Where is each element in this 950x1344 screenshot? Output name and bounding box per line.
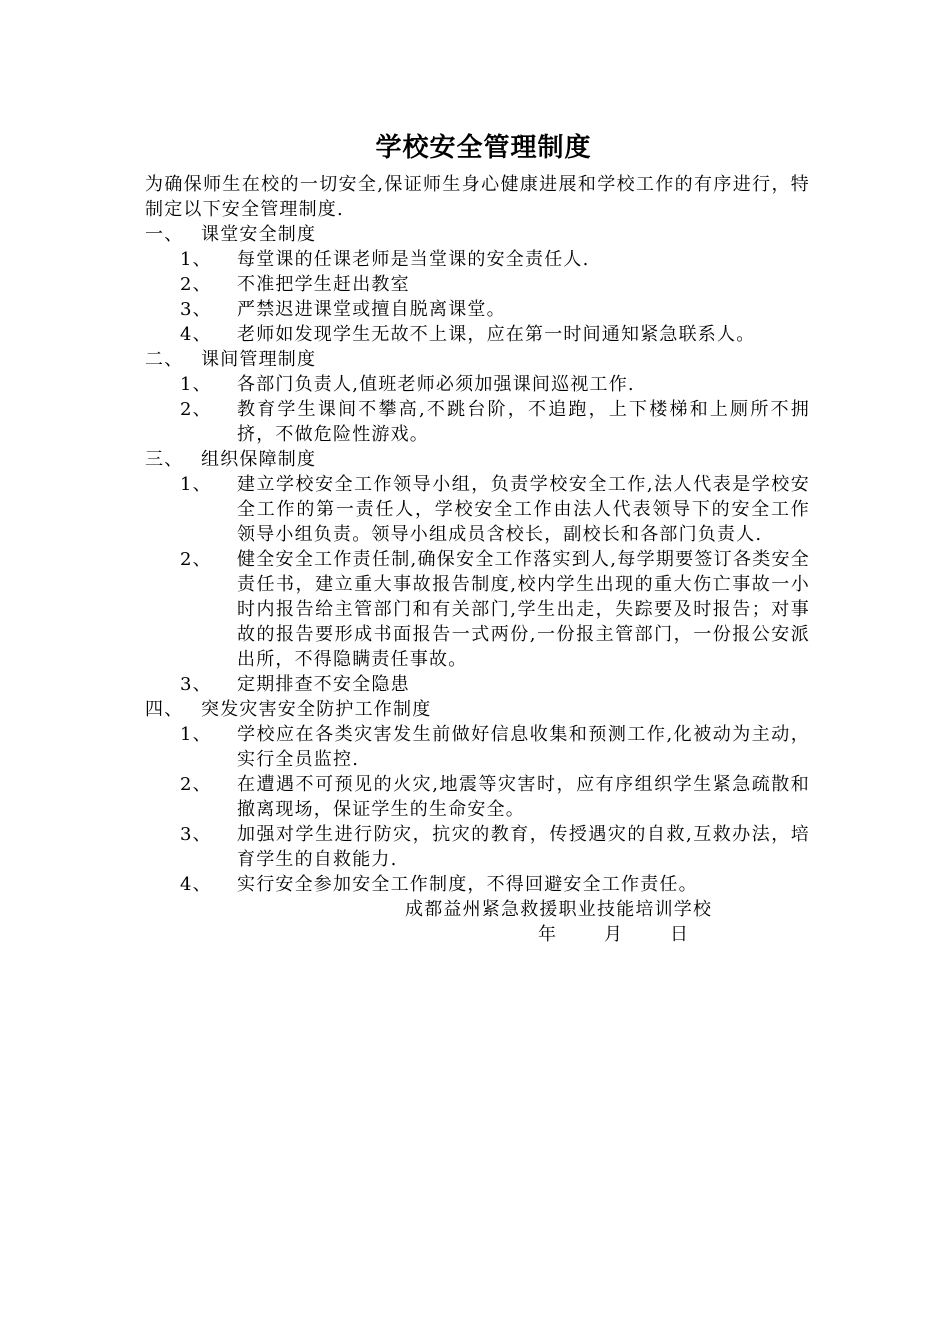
item-text: 教育学生课间不攀高,不跳台阶，不追跑，上下楼梯和上厕所不拥挤，不做危险性游戏。 [237,399,810,445]
section-heading [145,447,810,472]
section-title: 组织保障制度 [201,449,317,470]
section-title: 课堂安全制度 [201,224,317,245]
intro-paragraph: 为确保师生在校的一切安全,保证师生身心健康进展和学校工作的有序进行，特制定以下安全管理制度. [145,174,810,220]
item-text: 健全安全工作责任制,确保安全工作落实到人,每学期要签订各类安全责任书，建立重大事故报告制度,校内学生出现的重大伤亡事故一小时内报告给主管部门和有关部门,学生出走，失踪要及时报告；对事故的报告要形成书面报告一式两份,一份报主管部门，一份报公安派出所，不得隐瞒责任事故。 [237,549,810,670]
item-number: 3、 [180,824,212,845]
item-text: 学校应在各类灾害发生前做好信息收集和预测工作,化被动为主动，实行全员监控. [237,724,810,770]
list-item [145,722,810,772]
list-item [145,297,810,322]
item-text: 实行安全参加安全工作制度，不得回避安全工作责任。 [237,874,698,895]
date-day: 日 [670,924,689,945]
list-item [145,272,810,297]
item-number: 1、 [180,249,212,270]
item-number: 1、 [180,724,212,745]
date-month: 月 [604,924,623,945]
item-text: 各部门负责人,值班老师必须加强课间巡视工作. [237,374,635,395]
item-text: 在遭遇不可预见的火灾,地震等灾害时，应有序组织学生紧急疏散和撤离现场，保证学生的生命安全。 [237,774,810,820]
document-title: 学校安全管理制度 [375,133,592,163]
item-number: 3、 [180,299,212,320]
signature-school: 成都益州紧急救援职业技能培训学校 [405,899,713,920]
list-item [145,872,810,897]
section-heading [145,222,810,247]
list-item [145,772,810,822]
item-text: 定期排查不安全隐患 [237,674,410,695]
section-title: 课间管理制度 [201,349,317,370]
item-number: 1、 [180,374,212,395]
date-year: 年 [538,924,557,945]
list-item [145,822,810,872]
item-number: 1、 [180,474,212,495]
list-item [145,547,810,672]
section-number: 三、 [145,449,184,470]
item-text: 每堂课的任课老师是当堂课的安全责任人. [237,249,590,270]
item-text: 严禁迟进课堂或擅自脱离课堂。 [237,299,506,320]
item-number: 2、 [180,549,212,570]
item-text: 加强对学生进行防灾，抗灾的教育，传授遇灾的自救,互救办法，培育学生的自救能力. [237,824,810,870]
section-number: 四、 [145,699,184,720]
item-number: 2、 [180,774,212,795]
item-number: 2、 [180,399,212,420]
list-item [145,322,810,347]
list-item [145,397,810,447]
signature-date [145,922,810,947]
item-number: 2、 [180,274,212,295]
section-heading [145,347,810,372]
section-heading [145,697,810,722]
document-page [145,128,810,947]
section-title: 突发灾害安全防护工作制度 [201,699,432,720]
list-item [145,247,810,272]
item-number: 3、 [180,674,212,695]
section-number: 二、 [145,349,184,370]
item-text: 老师如发现学生无故不上课，应在第一时间通知紧急联系人。 [237,324,756,345]
list-item [145,672,810,697]
section-number: 一、 [145,224,184,245]
list-item [145,372,810,397]
item-text: 不准把学生赶出教室 [237,274,410,295]
item-number: 4、 [180,874,212,895]
item-text: 建立学校安全工作领导小组，负责学校安全工作,法人代表是学校安全工作的第一责任人，学校安全工作由法人代表领导下的安全工作领导小组负责。领导小组成员含校长，副校长和各部门负责人. [237,474,810,545]
item-number: 4、 [180,324,212,345]
list-item [145,472,810,547]
sections-container [145,222,810,897]
